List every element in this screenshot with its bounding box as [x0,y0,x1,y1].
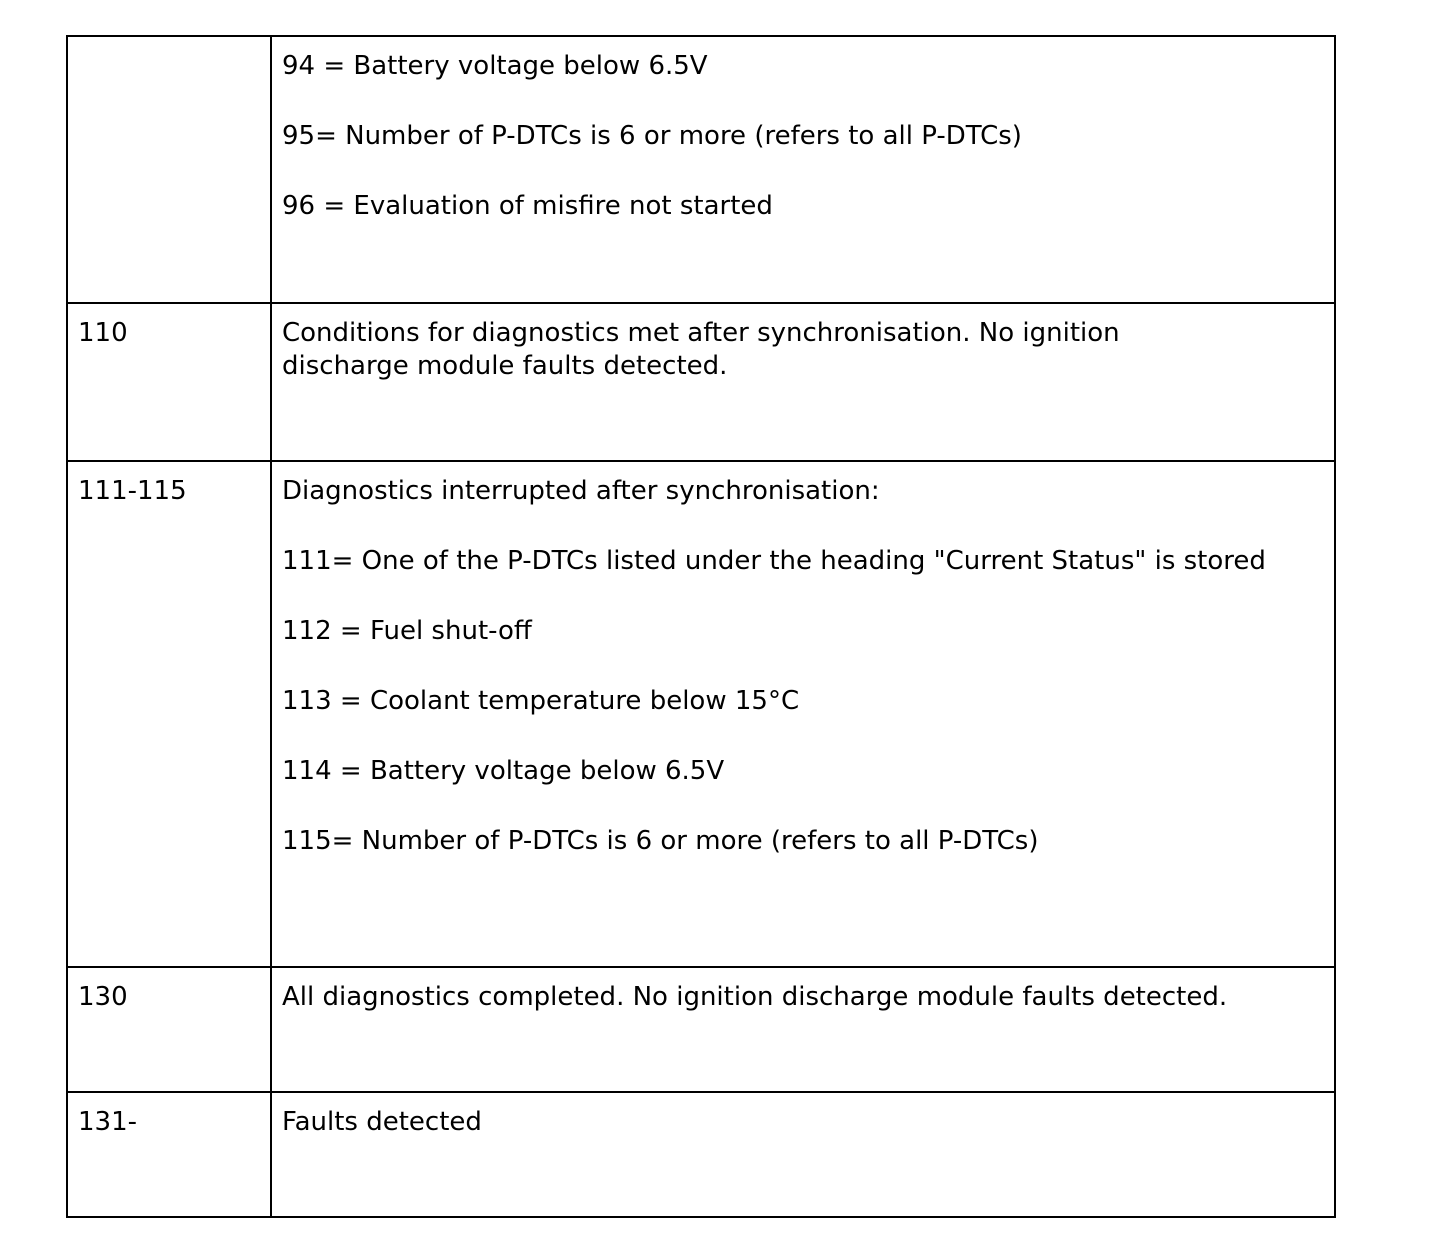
description-cell [271,303,1335,461]
table-row [67,1092,1335,1217]
description-line: 115= Number of P-DTCs is 6 or more (refers to all P-DTCs) [282,826,1039,856]
code-value: 110 [78,318,128,348]
code-cell [67,1092,271,1217]
code-value: 111-115 [78,476,187,506]
description-line: All diagnostics completed. No ignition discharge module faults detected. [282,982,1228,1012]
table-row [67,36,1335,303]
description-line: Conditions for diagnostics met after synchronisation. No ignition discharge module faults detected. [282,318,1128,381]
description-cell [271,36,1335,303]
code-cell [67,461,271,967]
table-row [67,303,1335,461]
code-value: 131- [78,1107,138,1137]
description-line: 96 = Evaluation of misfire not started [282,191,773,221]
code-cell [67,967,271,1092]
code-cell [67,36,271,303]
status-code-table [66,35,1336,1218]
description-line: Faults detected [282,1107,482,1137]
table-row [67,967,1335,1092]
table-row [67,461,1335,967]
description-line: 113 = Coolant temperature below 15°C [282,686,800,716]
code-cell [67,303,271,461]
description-line: Diagnostics interrupted after synchronisation: [282,476,880,506]
description-line: 112 = Fuel shut-off [282,616,532,646]
description-cell [271,461,1335,967]
code-value: 130 [78,982,128,1012]
description-line: 114 = Battery voltage below 6.5V [282,756,725,786]
description-line: 95= Number of P-DTCs is 6 or more (refers to all P-DTCs) [282,121,1022,151]
description-line: 111= One of the P-DTCs listed under the heading "Current Status" is stored [282,546,1266,576]
description-cell [271,967,1335,1092]
description-line: 94 = Battery voltage below 6.5V [282,51,708,81]
description-cell [271,1092,1335,1217]
